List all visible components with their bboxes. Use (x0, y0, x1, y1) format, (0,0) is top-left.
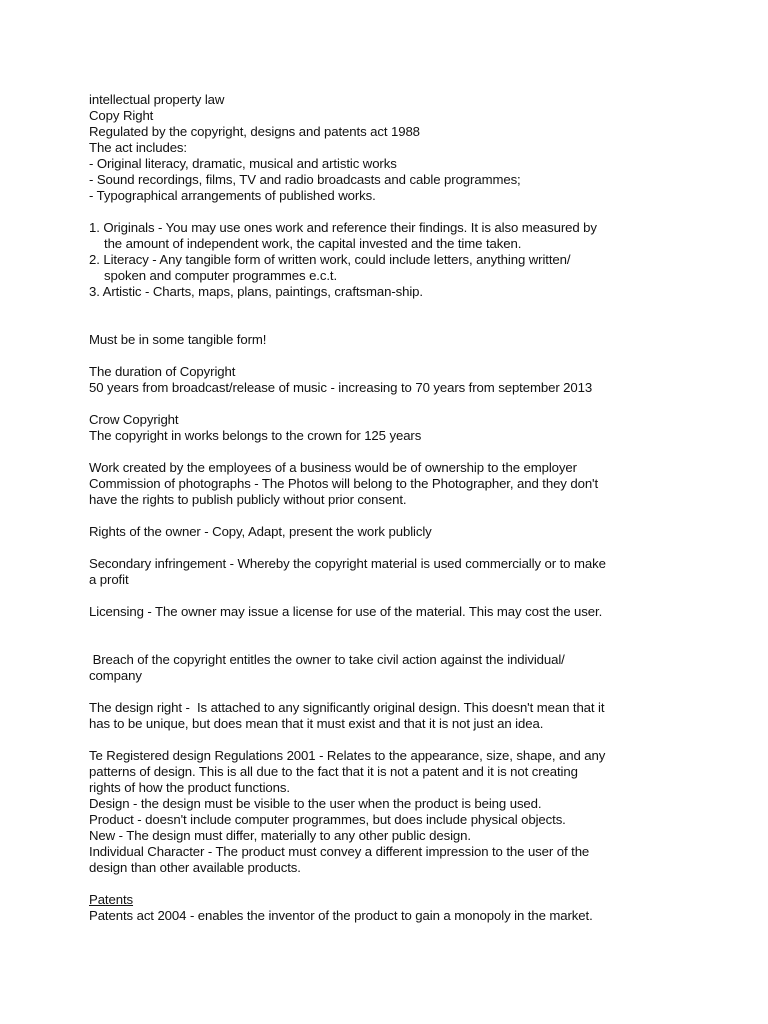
numbered-item-continuation: spoken and computer programmes e.c.t. (104, 268, 338, 283)
text-line: Secondary infringement - Whereby the copyright material is used commercially or to make (89, 556, 606, 571)
numbered-item-continuation: the amount of independent work, the capital invested and the time taken. (104, 236, 522, 251)
text-line: Patents act 2004 - enables the inventor of the product to gain a monopoly in the market. (89, 908, 593, 923)
text-line: design than other available products. (89, 860, 301, 875)
text-line: have the rights to publish publicly without prior consent. (89, 492, 407, 507)
text-line: Licensing - The owner may issue a license for use of the material. This may cost the user. (89, 604, 603, 619)
section-heading-copyright: Copy Right (89, 108, 154, 123)
section-heading-patents: Patents (89, 892, 134, 907)
list-item: - Original literacy, dramatic, musical and artistic works (89, 156, 397, 171)
text-line: Commission of photographs - The Photos will belong to the Photographer, and they don't (89, 476, 599, 491)
text-line: Design - the design must be visible to the user when the product is being used. (89, 796, 542, 811)
text-line: 50 years from broadcast/release of music - increasing to 70 years from september 2013 (89, 380, 593, 395)
section-heading-crown-copyright: Crow Copyright (89, 412, 179, 427)
numbered-item: 1. Originals - You may use ones work and reference their findings. It is also measured by (89, 220, 597, 235)
section-heading-duration: The duration of Copyright (89, 364, 236, 379)
text-line: Te Registered design Regulations 2001 - Relates to the appearance, size, shape, and any (89, 748, 606, 763)
text-line: company (89, 668, 142, 683)
list-item: - Sound recordings, films, TV and radio broadcasts and cable programmes; (89, 172, 521, 187)
text-line: Regulated by the copyright, designs and patents act 1988 (89, 124, 420, 139)
text-line: Must be in some tangible form! (89, 332, 267, 347)
text-line: rights of how the product functions. (89, 780, 290, 795)
doc-title: intellectual property law (89, 92, 225, 107)
text-line: Breach of the copyright entitles the owner to take civil action against the individual/ (89, 652, 565, 667)
text-line: Rights of the owner - Copy, Adapt, present the work publicly (89, 524, 432, 539)
text-line: The act includes: (89, 140, 187, 155)
numbered-item: 3. Artistic - Charts, maps, plans, paintings, craftsman-ship. (89, 284, 423, 299)
text-line: Work created by the employees of a business would be of ownership to the employer (89, 460, 577, 475)
document-body (89, 92, 689, 924)
text-line: a profit (89, 572, 129, 587)
text-line: The design right - Is attached to any significantly original design. This doesn't mean that it (89, 700, 605, 715)
text-line: Product - doesn't include computer programmes, but does include physical objects. (89, 812, 566, 827)
text-line: Individual Character - The product must convey a different impression to the user of the (89, 844, 590, 859)
list-item: - Typographical arrangements of published works. (89, 188, 376, 203)
text-line: has to be unique, but does mean that it must exist and that it is not just an idea. (89, 716, 544, 731)
text-line: patterns of design. This is all due to the fact that it is not a patent and it is not creating (89, 764, 578, 779)
numbered-item: 2. Literacy - Any tangible form of written work, could include letters, anything written/ (89, 252, 571, 267)
text-line: New - The design must differ, materially to any other public design. (89, 828, 471, 843)
text-line: The copyright in works belongs to the crown for 125 years (89, 428, 422, 443)
